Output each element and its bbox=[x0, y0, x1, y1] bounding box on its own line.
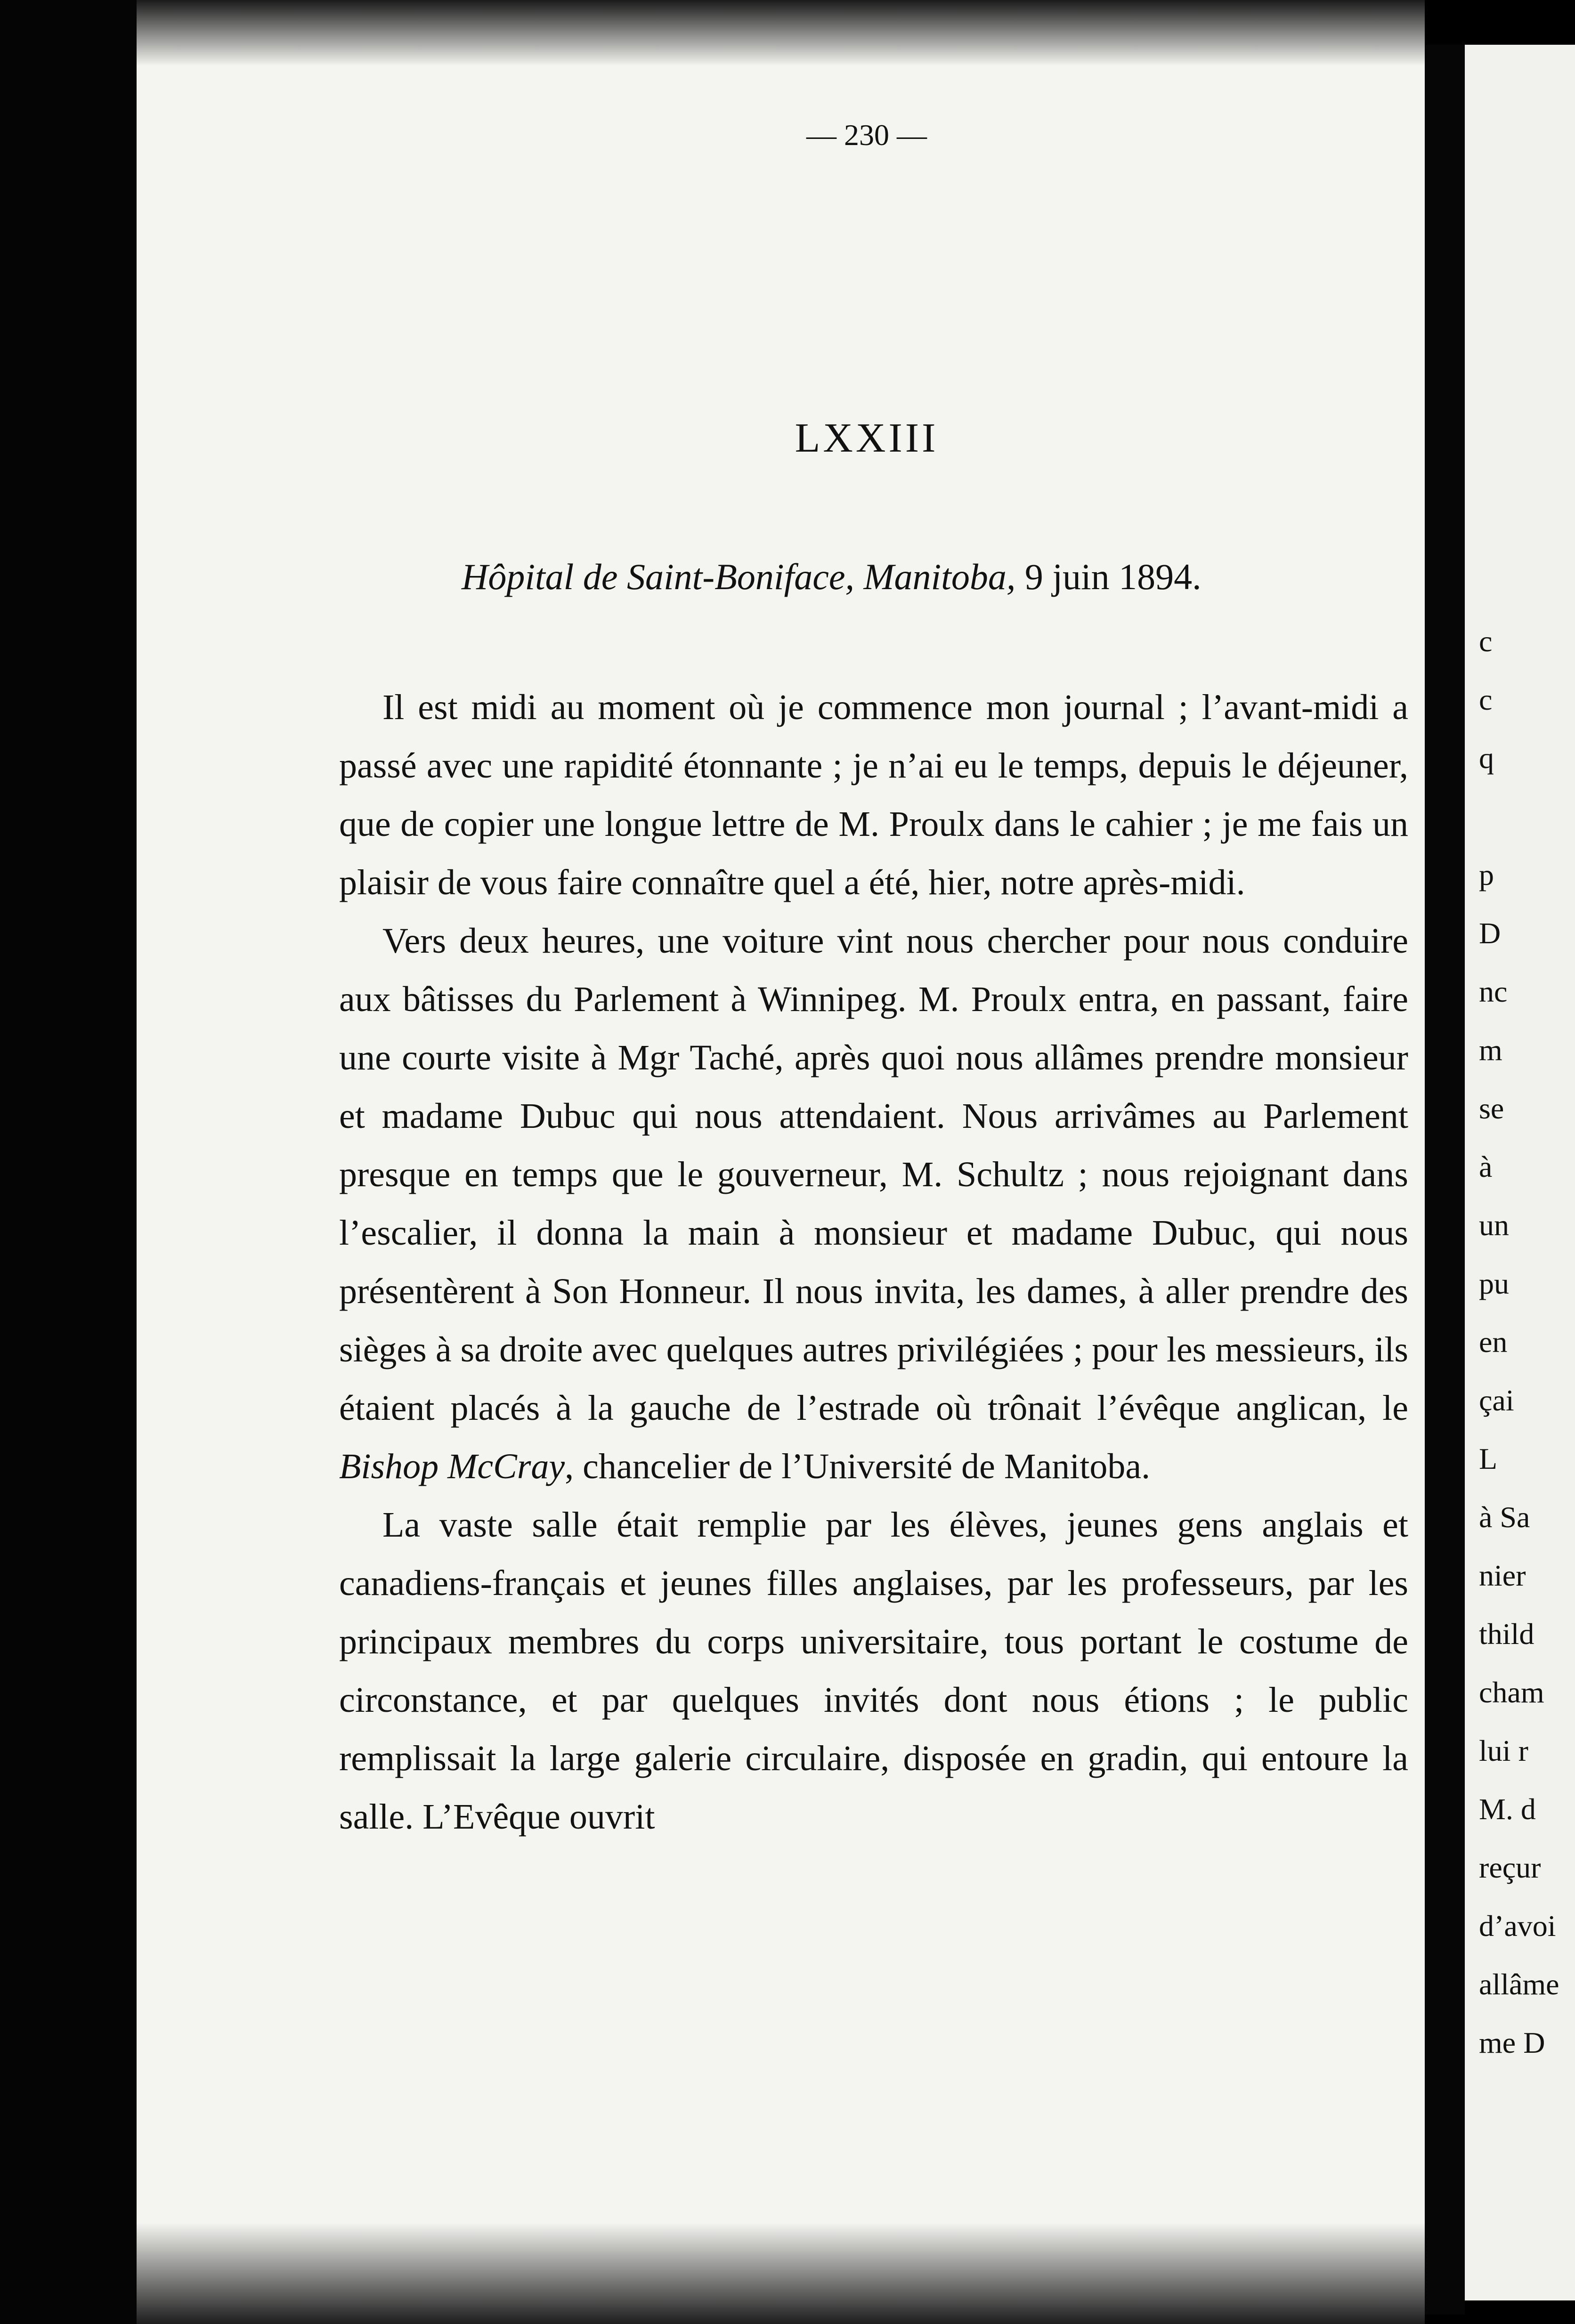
fragment-line: à bbox=[1479, 1150, 1493, 1183]
scan-bottom-edge bbox=[137, 2223, 1425, 2324]
fragment-line: un bbox=[1479, 1208, 1509, 1242]
bishop-name: Bishop McCray bbox=[339, 1447, 565, 1486]
fragment-line: cham bbox=[1479, 1676, 1544, 1709]
fragment-line: lui r bbox=[1479, 1734, 1528, 1767]
fragment-line: nier bbox=[1479, 1559, 1526, 1592]
fragment-line: pu bbox=[1479, 1267, 1509, 1300]
fragment-line: en bbox=[1479, 1325, 1508, 1359]
fragment-line: m bbox=[1479, 1033, 1502, 1067]
fragment-line: D bbox=[1479, 916, 1501, 950]
paragraph-2 bbox=[339, 912, 1408, 1496]
fragment-line: M. d bbox=[1479, 1792, 1536, 1826]
dateline-place: Hôpital de Saint-Boniface, Manitoba, bbox=[462, 556, 1016, 597]
fragment-line: nc bbox=[1479, 975, 1508, 1008]
dateline-date: 9 juin 1894. bbox=[1024, 556, 1202, 597]
dateline bbox=[462, 556, 1371, 598]
fragment-line bbox=[1479, 787, 1575, 846]
fragment-line: à Sa bbox=[1479, 1500, 1530, 1534]
fragment-line: L bbox=[1479, 1442, 1498, 1475]
book-gutter bbox=[1425, 45, 1465, 2315]
fragment-line: allâme bbox=[1479, 1968, 1559, 2001]
paragraph-3: La vaste salle était remplie par les élèves, jeunes gens anglais et canadiens-français et jeunes filles anglaises, par les professeurs, par les principaux membres du corps universitaire, tous portant le costume de circonstance, et par quelques invités dont nous étions ; le public remplissait la large galerie circulaire, disposée en gradin, qui entoure la salle. L’Evêque ouvrit bbox=[339, 1505, 1408, 1837]
paragraph-1: Il est midi au moment où je commence mon journal ; l’avant-midi a passé avec une rapidité étonnante ; je n’ai eu le temps, depuis le déjeuner, que de copier une longue lettre de M. Proulx dans le cahier ; je me fais un plaisir de vous faire connaître quel a été, hier, notre après-midi. bbox=[339, 688, 1408, 902]
paragraph-2-text: Vers deux heures, une voiture vint nous chercher pour nous conduire aux bâtisses du Parlement à Winnipeg. M. Proulx entra, en passant, faire une courte visite à Mgr Taché, après quoi nous allâmes prendre monsieur et madame Dubuc qui nous attendaient. Nous arrivâmes au Parlement presque en temps que le gouverneur, M. Schultz ; nous rejoignant dans l’escalier, il donna la main à monsieur et madame Dubuc, qui nous présentèrent à Son Honneur. Il nous invita, les dames, à aller prendre des sièges à sa droite avec quelques autres privilégiées ; pour les messieurs, ils étaient placés à la gauche de l’estrade où trônait l’évêque anglican, le bbox=[339, 921, 1408, 1428]
fragment-line: p bbox=[1479, 858, 1494, 891]
scan-top-edge bbox=[137, 0, 1425, 66]
fragment-line: se bbox=[1479, 1092, 1504, 1125]
scan-left-margin bbox=[0, 0, 137, 2324]
fragment-line: c bbox=[1479, 683, 1493, 716]
fragment-line: thild bbox=[1479, 1617, 1534, 1651]
paragraph-2-end: , chancelier de l’Université de Manitoba. bbox=[565, 1447, 1151, 1486]
chapter-heading: LXXIII bbox=[795, 415, 939, 461]
page-number: — 230 — bbox=[806, 118, 927, 152]
fragment-line: d’avoi bbox=[1479, 1909, 1556, 1943]
fragment-line: q bbox=[1479, 741, 1494, 775]
body-text bbox=[339, 678, 1408, 1846]
fragment-line: çai bbox=[1479, 1384, 1514, 1417]
fragment-line: c bbox=[1479, 624, 1493, 658]
fragment-line: reçur bbox=[1479, 1851, 1541, 1884]
facing-page-fragments bbox=[1479, 612, 1575, 2072]
fragment-line: me D bbox=[1479, 2026, 1545, 2059]
